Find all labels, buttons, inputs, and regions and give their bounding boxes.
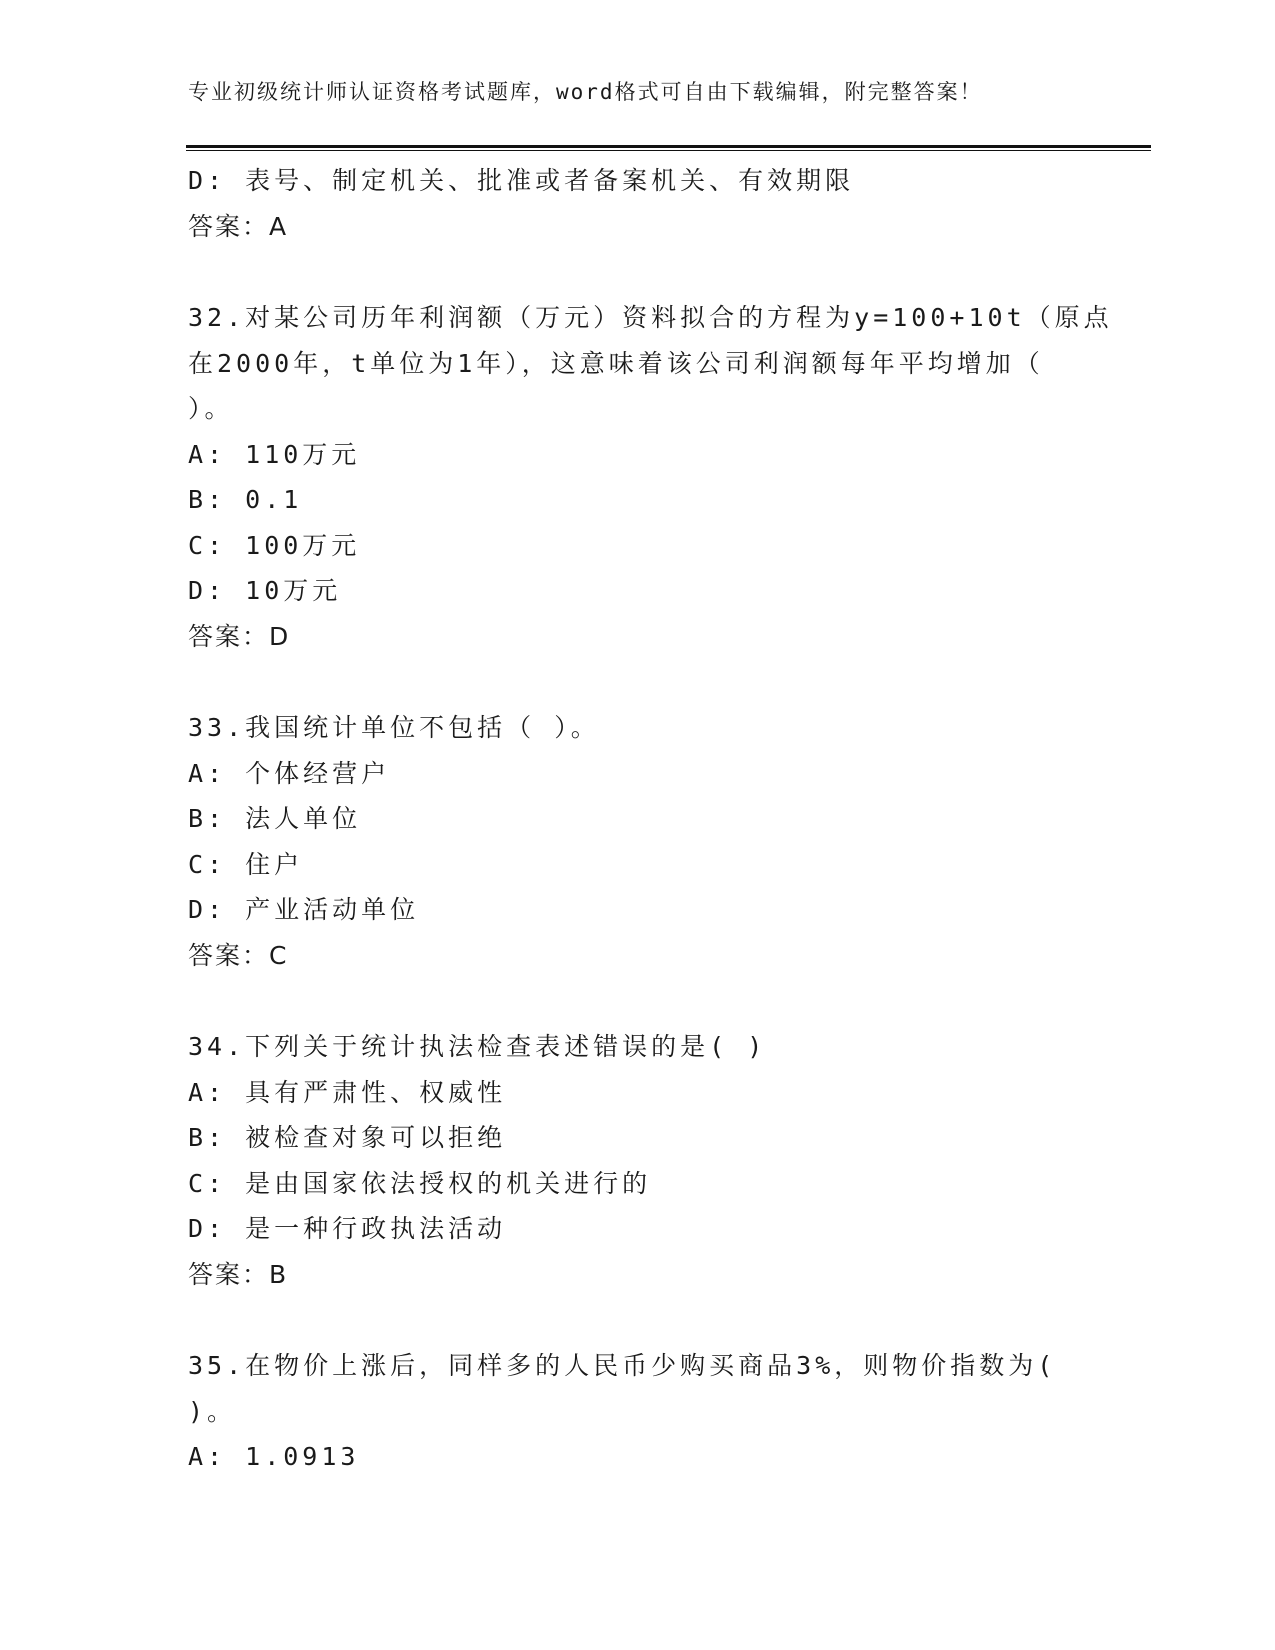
page-header: 专业初级统计师认证资格考试题库，word格式可自由下载编辑，附完整答案！ bbox=[188, 80, 983, 104]
option-b: B: 被检查对象可以拒绝 bbox=[188, 1123, 507, 1152]
option-b: B: 法人单位 bbox=[188, 804, 362, 833]
option-a: A: 110万元 bbox=[188, 439, 361, 469]
option-a: A: 具有严肃性、权威性 bbox=[188, 1077, 507, 1107]
option-d: D: 产业活动单位 bbox=[188, 895, 420, 924]
prev-answer: 答案：A bbox=[188, 211, 289, 241]
answer: 答案：D bbox=[188, 621, 291, 651]
question-stem-line: 33.我国统计单位不包括（ ）。 bbox=[188, 713, 600, 742]
answer: 答案：C bbox=[188, 940, 289, 970]
prev-option-d: D: 表号、制定机关、批准或者备案机关、有效期限 bbox=[188, 166, 855, 195]
question-stem-line: ）。 bbox=[188, 394, 234, 423]
option-d: D: 是一种行政执法活动 bbox=[188, 1214, 507, 1243]
header-rule-thick bbox=[186, 145, 1151, 148]
question-32 bbox=[188, 295, 1113, 659]
question-stem-line: )。 bbox=[188, 1396, 237, 1426]
question-stem-line: 在2000年，t单位为1年），这意味着该公司利润额每年平均增加（ bbox=[188, 348, 1044, 378]
option-c: C: 住户 bbox=[188, 849, 304, 879]
option-a: A: 1.0913 bbox=[188, 1442, 360, 1471]
header-rule-thin bbox=[186, 150, 1151, 151]
option-c: C: 是由国家依法授权的机关进行的 bbox=[188, 1168, 652, 1198]
question-35 bbox=[188, 1343, 1088, 1480]
answer: 答案：B bbox=[188, 1259, 289, 1289]
option-a: A: 个体经营户 bbox=[188, 758, 391, 788]
option-b: B: 0.1 bbox=[188, 485, 303, 514]
question-stem-line: 35.在物价上涨后，同样多的人民币少购买商品3%，则物价指数为( bbox=[188, 1351, 1057, 1380]
option-d: D: 10万元 bbox=[188, 576, 342, 605]
option-c: C: 100万元 bbox=[188, 530, 361, 560]
question-stem-line: 32.对某公司历年利润额（万元）资料拟合的方程为y=100+10t（原点 bbox=[188, 303, 1113, 332]
question-list bbox=[188, 158, 1113, 1480]
question-34 bbox=[188, 1024, 1088, 1297]
question-stem-line: 34.下列关于统计执法检查表述错误的是( ) bbox=[188, 1032, 767, 1061]
question-33 bbox=[188, 705, 1088, 978]
